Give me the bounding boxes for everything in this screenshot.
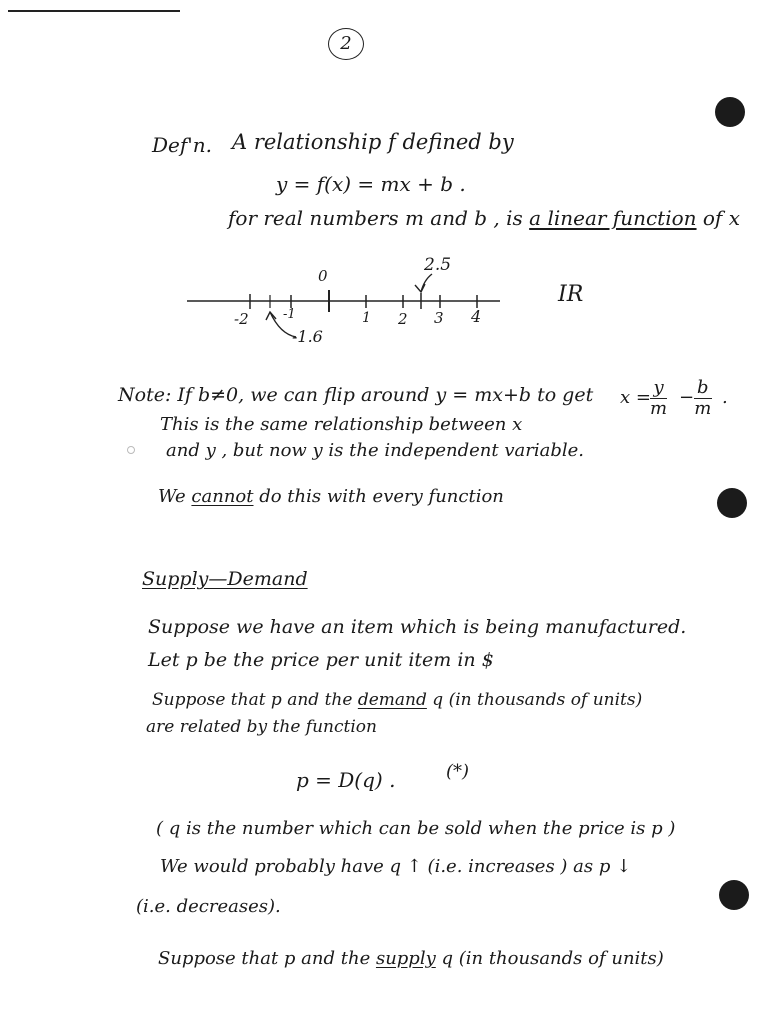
tick-label-3: 3 (434, 309, 444, 327)
tick-label-2: 2 (398, 310, 408, 328)
definition-formula: y = f(x) = mx + b . (276, 172, 466, 196)
definition-label: Def'n. (152, 133, 213, 157)
definition-line-3: for real numbers m and b , is a linear function of x (228, 206, 740, 230)
supply-demand-line-1: Suppose we have an item which is being manufactured. (148, 616, 687, 638)
definition-line-1: A relationship f defined by (232, 130, 514, 154)
note-line-4: We cannot do this with every function (158, 486, 504, 507)
linear-function-term: a linear function (529, 206, 697, 230)
supply-demand-line-8: Suppose that p and the supply q (in thousands of units) (158, 948, 664, 969)
note-formula-lhs: x = (620, 387, 651, 408)
marked-value-label: 2.5 (424, 255, 452, 275)
note-line-1: Note: If b≠0, we can flip around y = mx+b to get (118, 384, 594, 406)
supply-demand-line-3: Suppose that p and the demand q (in thousands of units) (152, 690, 643, 710)
tick-label-4: 4 (471, 307, 482, 326)
supply-demand-line-4: are related by the function (146, 717, 377, 737)
supply-demand-line-6: We would probably have q ↑ (i.e. increases ) as p ↓ (160, 856, 632, 877)
zero-label: 0 (318, 267, 328, 285)
note-minus: − (679, 387, 695, 408)
cannot-emphasis: cannot (191, 486, 254, 507)
note-line-3: and y , but now y is the independent variable. (166, 440, 584, 461)
tick-label-neg1: -1 (283, 307, 296, 322)
supply-term: supply (375, 948, 436, 969)
demand-term: demand (357, 690, 427, 710)
real-numbers-symbol: IR (558, 282, 584, 307)
note-period: . (722, 387, 728, 408)
supply-demand-line-2: Let p be the price per unit item in $ (148, 649, 494, 671)
supply-demand-line-7: (i.e. decreases). (136, 896, 281, 917)
supply-demand-heading: Supply—Demand (142, 568, 308, 590)
tick-label-1: 1 (362, 310, 371, 326)
page-number: 2 (328, 28, 364, 60)
tick-label-neg2: -2 (234, 310, 249, 328)
note-line-2: This is the same relationship between x (160, 414, 523, 435)
fraction-y-over-m: $\frac{y}{m}$ (650, 377, 668, 419)
formula-tag: (*) (446, 761, 470, 782)
pointer-label: -1.6 (292, 327, 323, 346)
pointer-arrowhead (266, 312, 276, 320)
supply-demand-line-5: ( q is the number which can be sold when the price is p ) (156, 818, 676, 839)
fraction-b-over-m: $\frac{b}{m}$ (694, 377, 712, 419)
demand-function-formula: p = D(q) . (296, 768, 396, 792)
